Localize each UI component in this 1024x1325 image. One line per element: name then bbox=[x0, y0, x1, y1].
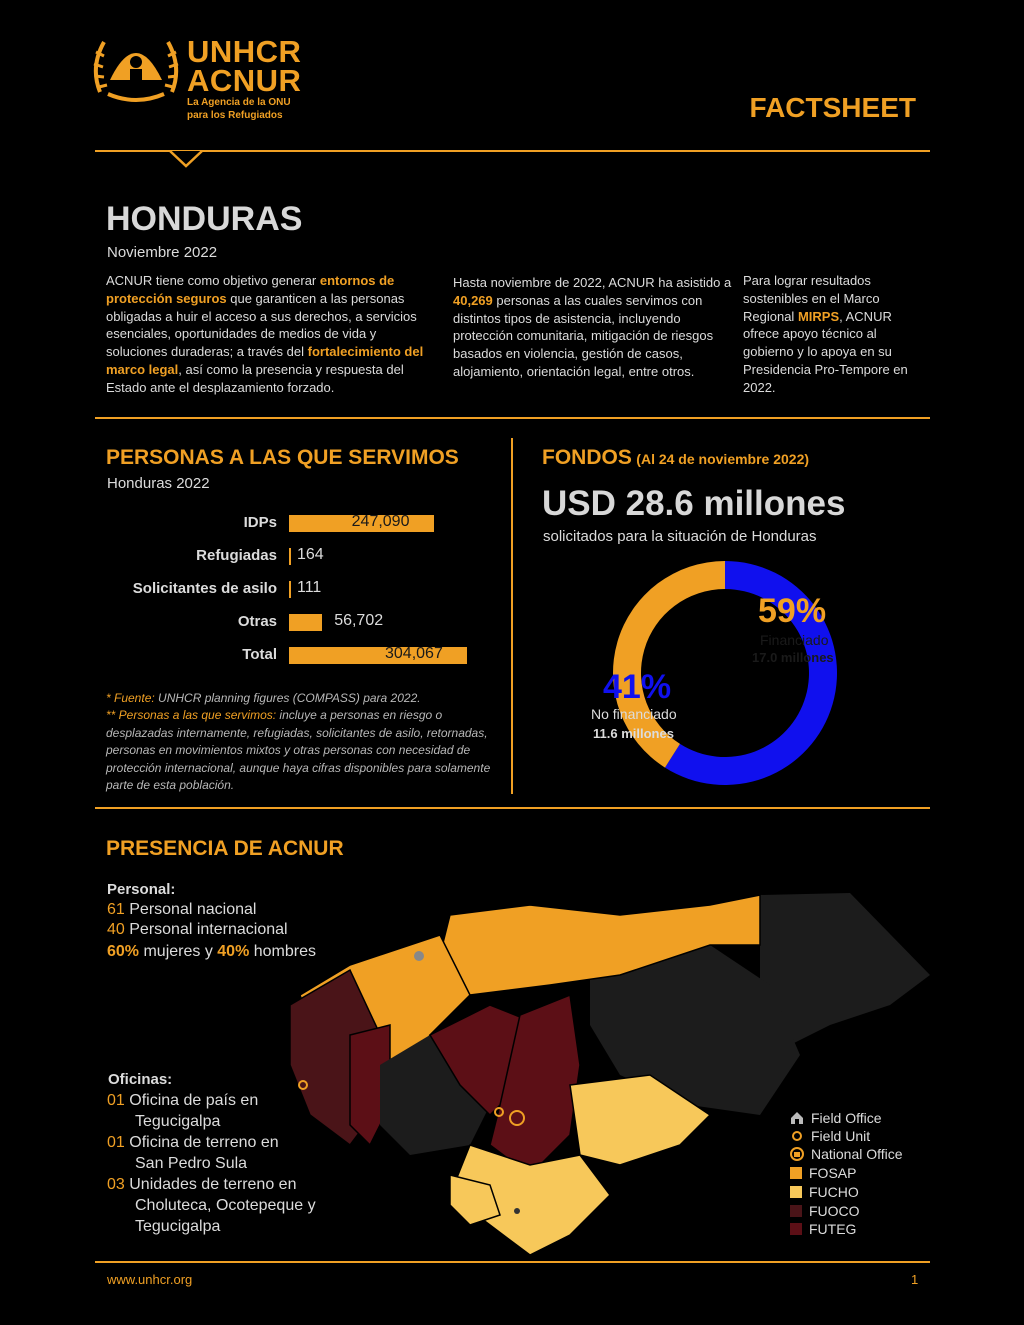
legend-label: National Office bbox=[811, 1146, 903, 1162]
logo-line-1: UNHCR bbox=[187, 34, 302, 69]
footer-url[interactable]: www.unhcr.org bbox=[107, 1272, 193, 1287]
footnote-definition-label: ** Personas a las que servimos: bbox=[106, 708, 277, 723]
unfunded-label: No financiado bbox=[591, 706, 677, 722]
intro-3-text-b: , ACNUR ofrece apoyo técnico al gobierno y lo apoya en su Presidencia Pro-Tempore en 2022. bbox=[743, 308, 908, 395]
people-section-title: PERSONAS A LAS QUE SERVIMOS bbox=[106, 446, 459, 469]
bar-label: Refugiadas bbox=[196, 547, 277, 564]
office-item bbox=[107, 1174, 367, 1195]
legend-national-office bbox=[790, 1146, 903, 1162]
funds-subtitle: solicitados para la situación de Honduras bbox=[543, 528, 817, 545]
intro-1-text-c: , así como la presencia y respuesta del Estado ante el desplazamiento forzado. bbox=[106, 361, 404, 395]
page-date: Noviembre 2022 bbox=[107, 244, 218, 261]
national-office-marker bbox=[510, 1111, 524, 1125]
footer-divider bbox=[95, 1261, 930, 1263]
bar-label: Solicitantes de asilo bbox=[132, 580, 277, 597]
gender-men-pct: 40% bbox=[217, 943, 250, 960]
intro-column-3 bbox=[743, 272, 923, 397]
bar-label: Total bbox=[242, 646, 277, 663]
staff-gender bbox=[107, 943, 316, 961]
legend-label: Field Unit bbox=[811, 1128, 871, 1144]
bar-value: 247,090 bbox=[351, 513, 410, 530]
footnote-source bbox=[106, 690, 491, 707]
offices-title: Oficinas: bbox=[108, 1071, 173, 1088]
office-item bbox=[107, 1132, 367, 1153]
gender-text-1: mujeres y bbox=[139, 943, 218, 960]
page-title: HONDURAS bbox=[106, 200, 303, 238]
office-item-line: Choluteca, Ocotepeque y bbox=[135, 1197, 316, 1214]
bar-value: 111 bbox=[297, 579, 322, 596]
footnote-definition-text: incluye a personas en riesgo o desplazadas internamente, refugiadas, solicitantes de asilo, retornadas, personas en movimientos mixtos y otras personas con necesidad de protección internacional, aunque haya cifras disponibles para solamente parte de esta población. bbox=[106, 708, 491, 793]
page-number: 1 bbox=[911, 1272, 919, 1287]
bar-value: 56,702 bbox=[334, 612, 384, 629]
office-item-line: San Pedro Sula bbox=[135, 1155, 248, 1172]
logo-line-2: ACNUR bbox=[187, 63, 302, 98]
funds-section-title bbox=[542, 446, 809, 470]
legend-field-office bbox=[790, 1110, 882, 1126]
intro-1-text-a: ACNUR tiene como objetivo generar bbox=[106, 273, 320, 288]
intro-2-text-b: personas a las cuales servimos con distintos tipos de asistencia, incluyendo protección comunitaria, mitigación de riesgos basados en violencia, gestión de casos, alojamiento, orientación legal, entre otros. bbox=[453, 292, 714, 379]
staff-international-text: Personal internacional bbox=[124, 921, 288, 938]
intro-2-text-a: Hasta noviembre de 2022, ACNUR ha asistido a bbox=[453, 275, 732, 290]
intro-3-highlight: MIRPS bbox=[797, 308, 840, 324]
legend-label: Field Office bbox=[811, 1110, 882, 1126]
staff-international bbox=[107, 921, 288, 939]
unfunded-amount: 11.6 millones bbox=[593, 726, 674, 741]
doc-type-label: FACTSHEET bbox=[749, 92, 916, 123]
office-item-line: Tegucigalpa bbox=[135, 1113, 221, 1130]
people-bar-chart bbox=[0, 0, 510, 700]
section-vertical-divider bbox=[511, 438, 513, 794]
office-text: Oficina de país en bbox=[124, 1092, 259, 1109]
office-item bbox=[107, 1090, 367, 1111]
office-count: 01 bbox=[107, 1092, 125, 1109]
office-count: 01 bbox=[107, 1134, 125, 1151]
legend-futeg bbox=[790, 1221, 856, 1237]
footnote-definition bbox=[106, 707, 491, 794]
legend-label: FUCHO bbox=[809, 1184, 859, 1200]
office-text: Unidades de terreno en bbox=[124, 1176, 297, 1193]
logo-tagline-1: La Agencia de la ONU bbox=[187, 97, 291, 108]
bar-value: 304,067 bbox=[385, 645, 443, 662]
bar-label: IDPs bbox=[243, 514, 277, 531]
bar-label: Otras bbox=[237, 613, 277, 630]
funds-title-note: (Al 24 de noviembre 2022) bbox=[636, 451, 810, 467]
people-footnote bbox=[106, 690, 491, 794]
staff-national-num: 61 bbox=[107, 901, 125, 918]
funds-title: FONDOS bbox=[542, 446, 632, 469]
legend-label: FUOCO bbox=[809, 1203, 860, 1219]
legend-label: FOSAP bbox=[809, 1165, 857, 1181]
legend-swatch bbox=[790, 1186, 802, 1198]
legend-swatch bbox=[790, 1167, 802, 1179]
legend-swatch bbox=[790, 1223, 802, 1235]
footnote-source-text: UNHCR planning figures (COMPASS) para 2022. bbox=[154, 691, 421, 705]
intro-1-highlight-a: entornos de protección seguros bbox=[106, 273, 395, 306]
legend-field-unit bbox=[790, 1128, 870, 1144]
staff-national bbox=[107, 901, 256, 919]
funds-divider bbox=[95, 807, 930, 809]
personal-title: Personal: bbox=[107, 881, 176, 898]
field-office-icon bbox=[790, 1111, 804, 1125]
intro-2-highlight: 40,269 bbox=[453, 292, 493, 308]
bar bbox=[289, 548, 291, 565]
bar bbox=[289, 581, 291, 598]
office-count: 03 bbox=[107, 1176, 125, 1193]
intro-3-text-a: Para lograr resultados sostenibles en el Marco Regional bbox=[743, 273, 880, 324]
office-item-line: Tegucigalpa bbox=[135, 1218, 221, 1235]
gender-women-pct: 60% bbox=[107, 943, 140, 960]
intro-1-text-b: que garanticen a las personas obligadas a huir el acceso a sus derechos, a servicios esenciales, oportunidades de medios de vida y soluciones duraderas; a través del bbox=[106, 290, 417, 360]
office-text: Oficina de terreno en bbox=[124, 1134, 279, 1151]
bar bbox=[289, 614, 322, 631]
field-office-marker bbox=[414, 951, 424, 961]
legend-swatch bbox=[790, 1205, 802, 1217]
bar-value: 164 bbox=[297, 546, 324, 563]
legend-fosap bbox=[790, 1165, 856, 1181]
choluteca-marker bbox=[514, 1208, 520, 1214]
legend-label: FUTEG bbox=[809, 1221, 857, 1237]
funded-pct: 59% bbox=[758, 592, 827, 630]
funded-amount: 17.0 millones bbox=[752, 650, 834, 665]
intro-1-highlight-b: fortalecimiento del marco legal bbox=[106, 344, 424, 377]
funds-amount: USD 28.6 millones bbox=[542, 484, 846, 523]
funded-label: Financiado bbox=[760, 632, 829, 648]
legend-fucho bbox=[790, 1184, 859, 1200]
national-office-icon bbox=[790, 1147, 804, 1161]
presence-section-title: PRESENCIA DE ACNUR bbox=[106, 837, 344, 860]
legend-fuoco bbox=[790, 1203, 860, 1219]
staff-international-num: 40 bbox=[107, 921, 125, 938]
staff-national-text: Personal nacional bbox=[124, 901, 257, 918]
people-section-subtitle: Honduras 2022 bbox=[107, 475, 210, 492]
logo-tagline-2: para los Refugiados bbox=[187, 110, 283, 121]
footnote-source-label: * Fuente: bbox=[106, 691, 155, 705]
offices-list bbox=[107, 1090, 367, 1237]
unfunded-pct: 41% bbox=[603, 668, 672, 706]
gender-text-2: hombres bbox=[249, 943, 317, 960]
field-unit-icon bbox=[790, 1129, 804, 1143]
